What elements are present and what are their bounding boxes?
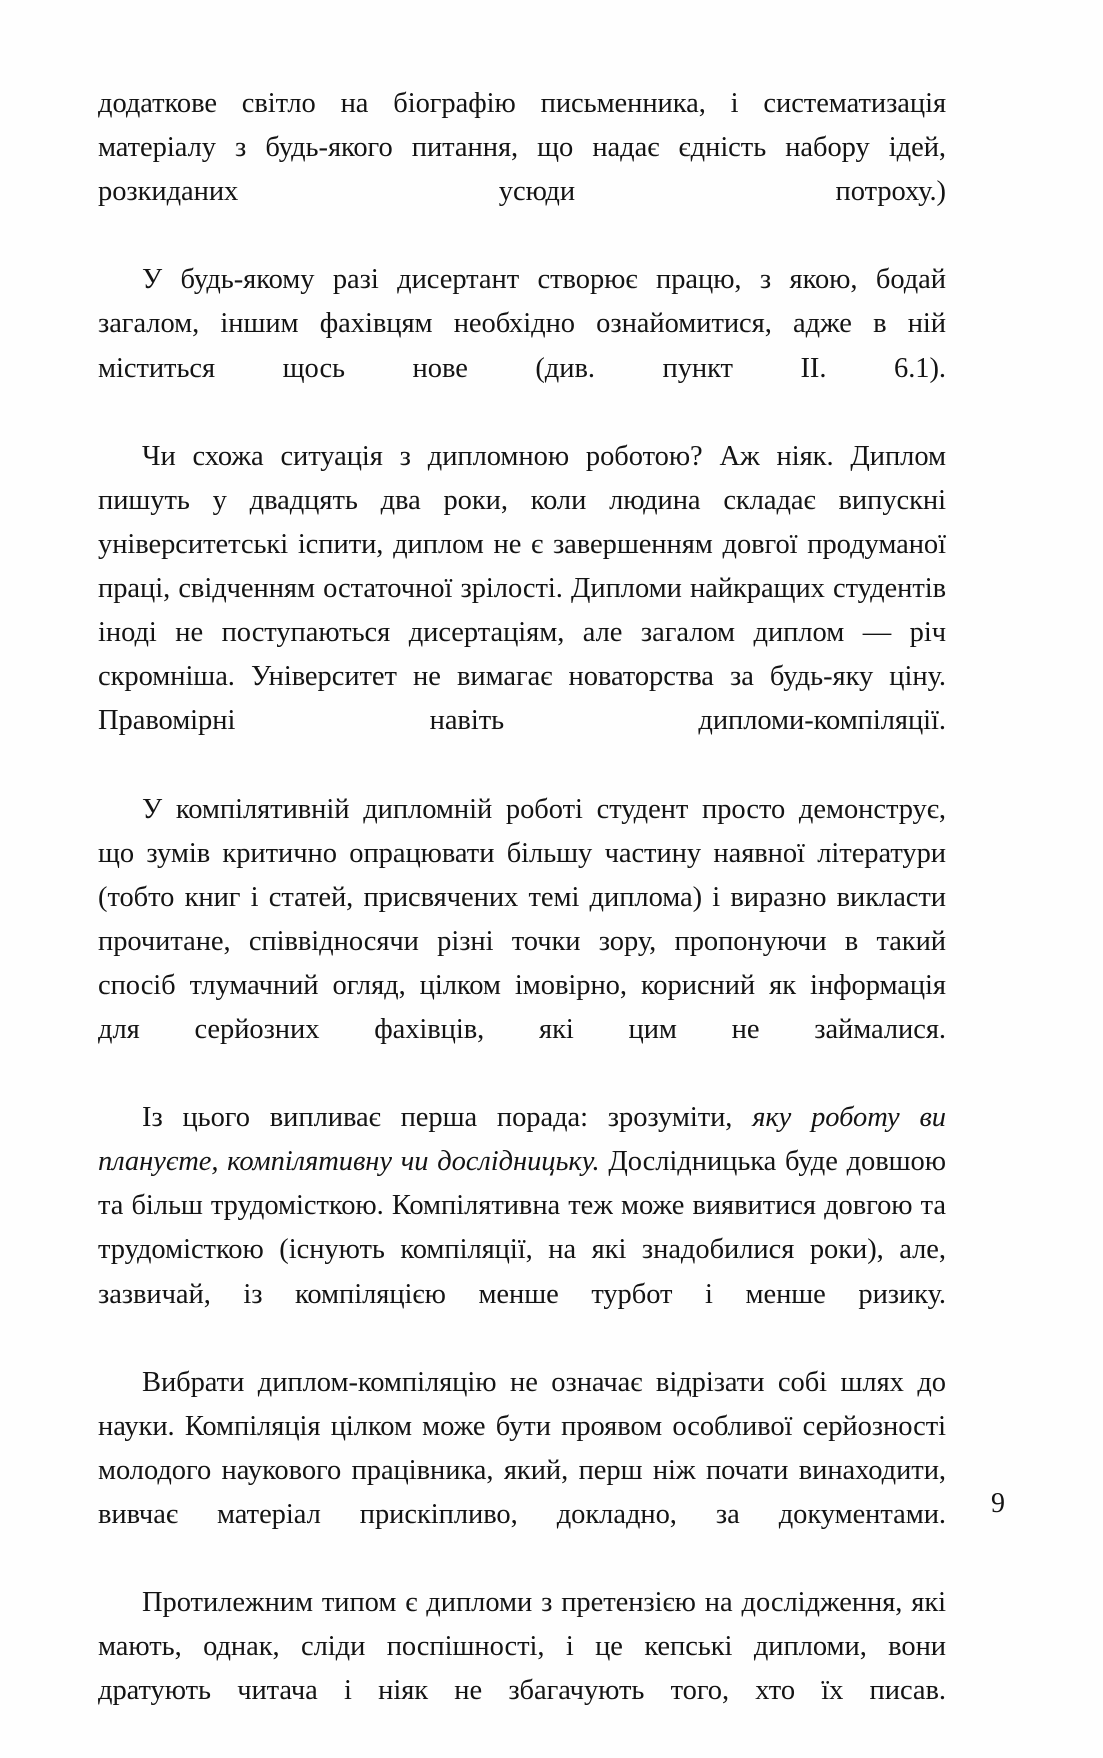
paragraph-6 bbox=[98, 1361, 946, 1581]
paragraph-1-run-1: додаткове світло на біографію письменника, і систематизація матеріалу з будь-якого питання, що надає єдність набору ідей, розкиданих усюди потроху.) bbox=[98, 88, 946, 208]
paragraph-3 bbox=[98, 435, 946, 788]
paragraph-1 bbox=[98, 82, 946, 258]
paragraph-3-run-1: Чи схожа ситуація з дипломною роботою? Аж ніяк. Диплом пишуть у двадцять два роки, коли людина складає випускні університетські іспити, диплом не є завершенням довгої продуманої праці, свідченням остаточної зрілості. Дипломи найкращих студентів іноді не поступаються дисертаціям, але загалом диплом — річ скромніша. Університет не вимагає новаторства за будь-яку ціну. Правомірні навіть дипломи-компіляції. bbox=[98, 440, 946, 737]
paragraph-5-run-3: Дослідницька буде довшою та більш трудомісткою. Компілятивна теж може виявитися довгою та трудомісткою (існують компіляції, на які знадобилися роки), але, зазвичай, із компіляцією менше турбот і менше ризику. bbox=[98, 1146, 946, 1310]
paragraph-5 bbox=[98, 1096, 946, 1361]
paragraph-7 bbox=[98, 1581, 946, 1757]
paragraph-5-emphasis: яку роботу ви плануєте, компілятивну чи дослідницьку. bbox=[98, 1102, 946, 1178]
paragraph-5-run-1: Із цього випливає перша порада: зрозуміти, bbox=[142, 1102, 753, 1134]
paragraph-4 bbox=[98, 788, 946, 1097]
page-number: 9 bbox=[991, 1488, 1005, 1519]
paragraph-7-run-1: Протилежним типом є дипломи з претензією на дослідження, які мають, однак, сліди поспішності, і це кепські дипломи, вони дратують читача і ніяк не збагачують того, хто їх писав. bbox=[98, 1587, 946, 1707]
paragraph-4-run-1: У компілятивній дипломній роботі студент просто демонструє, що зумів критично опрацювати більшу частину наявної літератури (тобто книг і статей, присвячених темі диплома) і виразно викласти прочитане, співвідносячи різні точки зору, пропонуючи в такий спосіб тлумачний огляд, цілком імовірно, корисний як інформація для серйозних фахівців, які цим не займалися. bbox=[98, 793, 946, 1045]
paragraph-6-run-1: Вибрати диплом-компіляцію не означає відрізати собі шлях до науки. Компіляція цілком може бути проявом особливої серйозності молодого наукового працівника, який, перш ніж почати винаходити, вивчає матеріал прискіпливо, докладно, за документами. bbox=[98, 1366, 946, 1530]
paragraph-2 bbox=[98, 258, 946, 434]
page-text-block bbox=[98, 82, 946, 1758]
paragraph-2-run-1: У будь-якому разі дисертант створює працю, з якою, бодай загалом, іншим фахівцям необхідно ознайомитися, адже в ній міститься щось нове (див. пункт II. 6.1). bbox=[98, 264, 946, 384]
